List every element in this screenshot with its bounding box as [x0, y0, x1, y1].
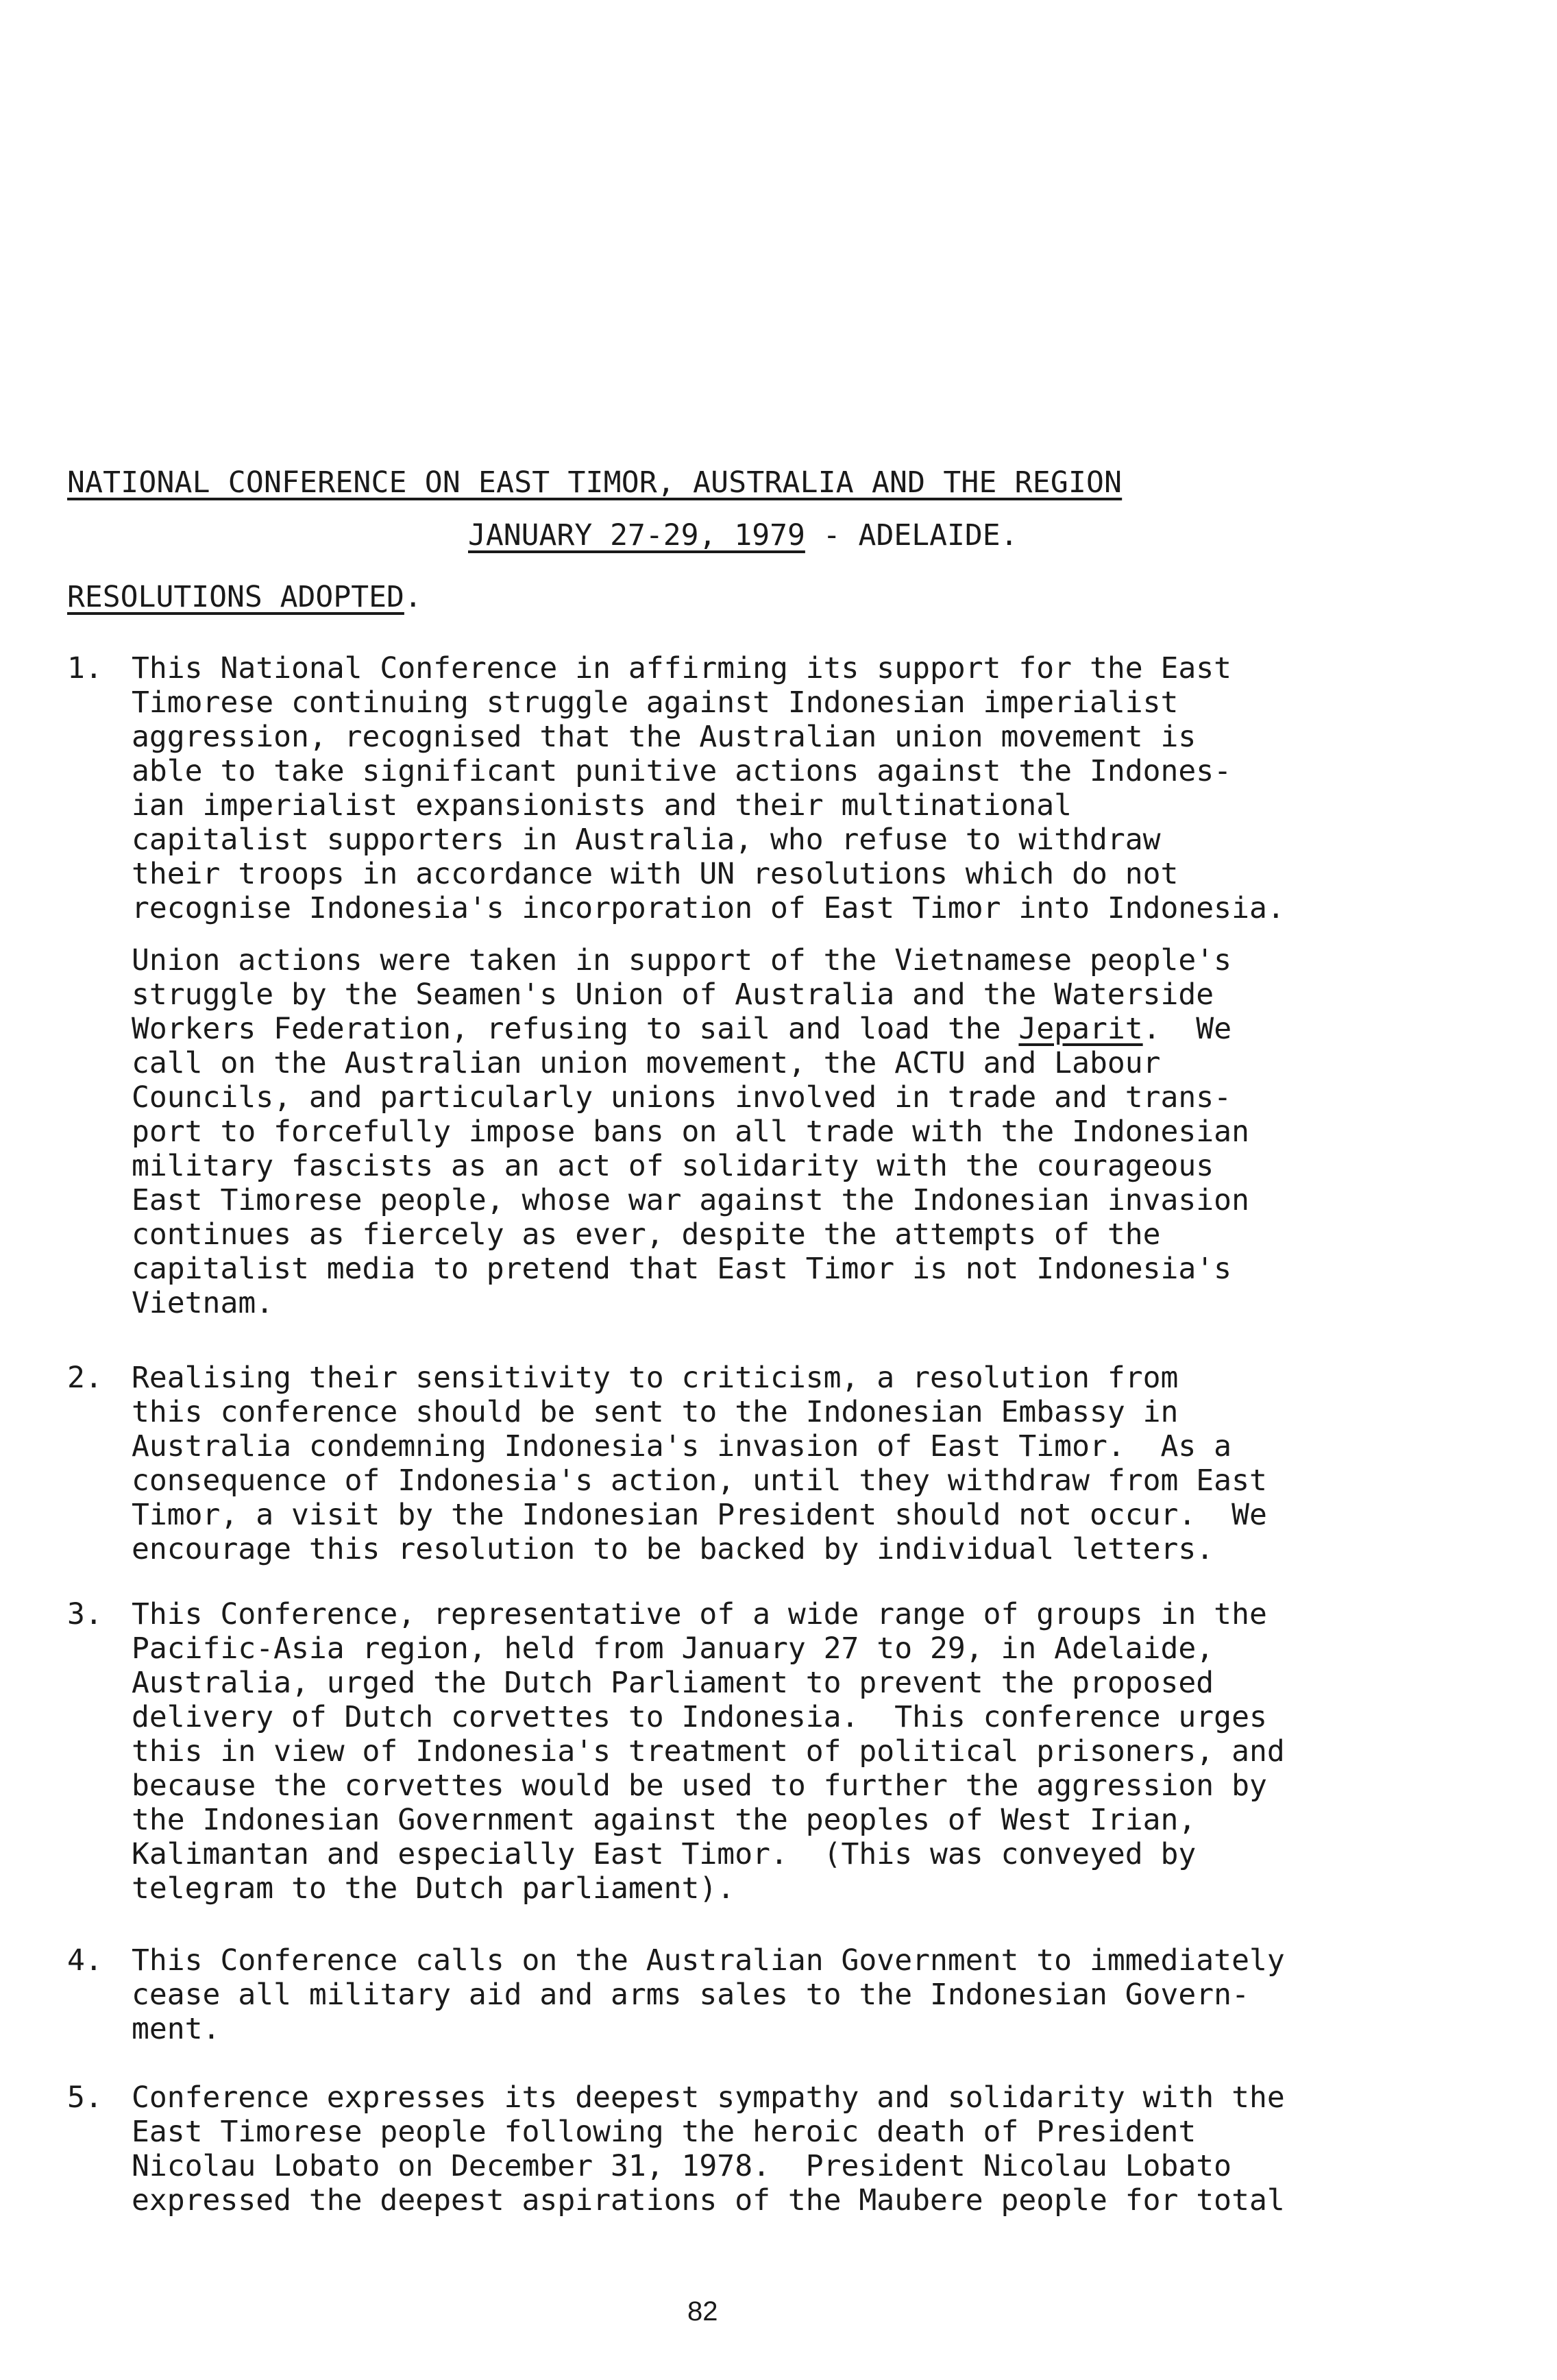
- resolution-body: [132, 2080, 1557, 2218]
- section-heading-text: RESOLUTIONS ADOPTED: [67, 580, 404, 614]
- resolution-paragraph: [132, 943, 1557, 1320]
- document-title: NATIONAL CONFERENCE ON EAST TIMOR, AUSTRALIA AND THE REGION: [67, 465, 1123, 500]
- section-heading-period: .: [404, 580, 422, 614]
- resolution-paragraph: This Conference calls on the Australian Government to immediately cease all military aid and arms sales to the Indonesian Govern- ment.: [132, 1943, 1285, 2046]
- page-number: 82: [687, 2296, 718, 2327]
- resolution-paragraph: Realising their sensitivity to criticism, a resolution from this conference should be sent to the Indonesian Embassy in Australia condemning Indonesia's invasion of East Timor. As a consequence of Indonesia's action, until they withdraw from East Timor, a visit by the Indonesian President should not occur. We encourage this resolution to be backed by individual letters.: [132, 1361, 1267, 1566]
- conference-place: - ADELAIDE.: [805, 518, 1018, 552]
- resolution-number: 4.: [67, 1943, 103, 1978]
- conference-date: JANUARY 27-29, 1979: [468, 518, 805, 552]
- resolution-paragraph: Conference expresses its deepest sympathy and solidarity with the East Timorese people following the heroic death of President Nicolau Lobato on December 31, 1978. President Nicolau Lobato expressed the deepest aspirations of the Maubere people for total: [132, 2080, 1285, 2218]
- resolution-number: 3.: [67, 1597, 103, 1631]
- conference-date-place: [468, 518, 1018, 553]
- resolution-body: [132, 1361, 1557, 1566]
- resolution-number: 1.: [67, 651, 103, 685]
- resolution-number: 5.: [67, 2080, 103, 2115]
- ship-name: Jeparit: [1018, 1012, 1143, 1046]
- resolution-body: [132, 1597, 1557, 1906]
- resolution-paragraph: This Conference, representative of a wide range of groups in the Pacific-Asia region, held from January 27 to 29, in Adelaide, Australia, urged the Dutch Parliament to prevent the proposed delivery of Dutch corvettes to Indonesia. This conference urges this in view of Indonesia's treatment of political prisoners, and because the corvettes would be used to further the aggression by the Indonesian Government against the peoples of West Irian, Kalimantan and especially East Timor. (This was conveyed by telegram to the Dutch parliament).: [132, 1597, 1285, 1906]
- resolution-number: 2.: [67, 1361, 103, 1395]
- resolution-body: [132, 651, 1557, 1320]
- section-heading: [67, 579, 422, 615]
- paragraph-text: Union actions were taken in support of the Vietnamese people's struggle by the Seamen's Union of Australia and the Waterside Workers Federation, refusing to sail and load the: [132, 943, 1232, 1046]
- resolution-paragraph: This National Conference in affirming its support for the East Timorese continuing struggle against Indonesian imperialist aggression, recognised that the Australian union movement is able to take significant punitive actions against the Indones- ian imperialist expansionists and their multinational capitalist supporters in Australia, who refuse to withdraw their troops in accordance with UN resolutions which do not recognise Indonesia's incorporation of East Timor into Indonesia.: [132, 651, 1285, 925]
- paragraph-text: . We call on the Australian union movement, the ACTU and Labour Councils, and particularly unions involved in trade and trans- port to forcefully impose bans on all trade with the Indonesian military fascists as an act of solidarity with the courageous East Timorese people, whose war against the Indonesian invasion continues as fiercely as ever, despite the attempts of the capitalist media to pretend that East Timor is not Indonesia's Vietnam.: [132, 1012, 1249, 1320]
- resolution-body: [132, 1943, 1557, 2046]
